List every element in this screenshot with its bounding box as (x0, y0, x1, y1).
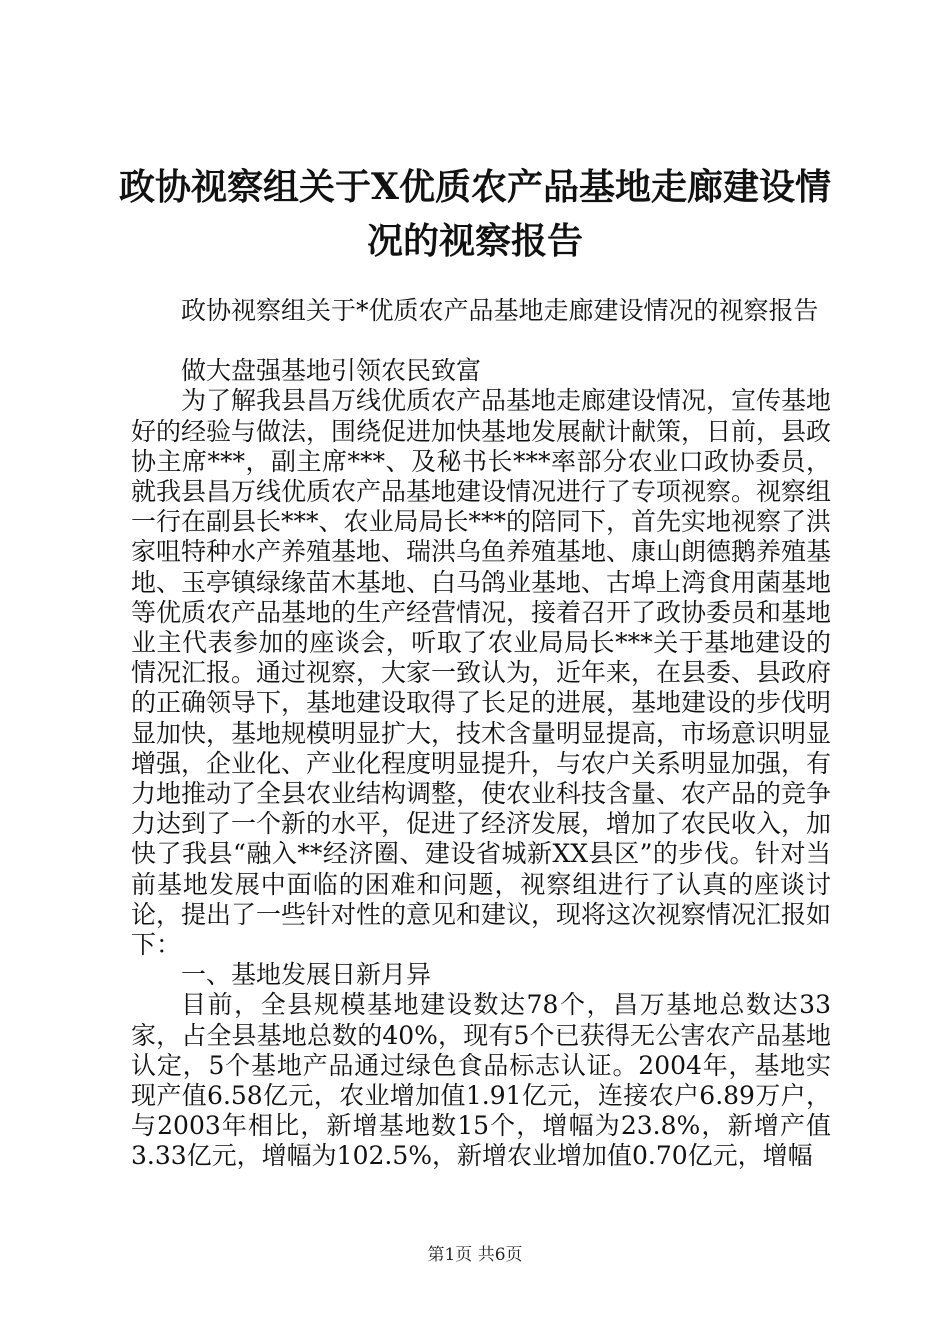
main-heading: 做大盘强基地引领农民致富 (181, 356, 482, 386)
document-subtitle: 政协视察组关于*优质农产品基地走廊建设情况的视察报告 (181, 296, 819, 325)
paragraph-section-1: 目前，全县规模基地建设数达78个，昌万基地总数达33家，占全县基地总数的40%，现有5个已获得无公害农产品基地认定，5个基地产品通过绿色食品标志认证。2004年，基地实现产值6.58亿元，农业增加值1.91亿元，连接农户6.89万户，与2003年相比，新增基地数15个，增幅为23.8%，新增产值3.33亿元，增幅为102.5%，新增农业增加值0.70亿元，增幅 (131, 990, 831, 1171)
document-title: 政协视察组关于X优质农产品基地走廊建设情况的视察报告 (119, 166, 831, 262)
paragraph-intro: 为了解我县昌万线优质农产品基地走廊建设情况，宣传基地好的经验与做法，围绕促进加快基地发展献计献策，日前，县政协主席***，副主席***、及秘书长***率部分农业口政协委员，就我县昌万线优质农产品基地建设情况进行了专项视察。视察组一行在副县长***、农业局局长***的陪同下，首先实地视察了洪家咀特种水产养殖基地、瑞洪乌鱼养殖基地、康山朗德鹅养殖基地、玉亭镇绿缘苗木基地、白马鸽业基地、古埠上湾食用菌基地等优质农产品基地的生产经营情况，接着召开了政协委员和基地业主代表参加的座谈会，听取了农业局局长***关于基地建设的情况汇报。通过视察，大家一致认为，近年来，在县委、县政府的正确领导下，基地建设取得了长足的进展，基地建设的步伐明显加快，基地规模明显扩大，技术含量明显提高，市场意识明显增强，企业化、产业化程度明显提升，与农户关系明显加强，有力地推动了全县农业结构调整，使农业科技含量、农产品的竞争力达到了一个新的水平，促进了经济发展，增加了农民收入，加快了我县“融入**经济圈、建设省城新XX县区”的步伐。针对当前基地发展中面临的困难和问题，视察组进行了认真的座谈讨论，提出了一些针对性的意见和建议，现将这次视察情况汇报如下： (131, 386, 832, 960)
document-body (131, 296, 831, 1172)
page-footer: 第1页 共6页 (427, 1245, 523, 1265)
section-heading-1: 一、基地发展日新月异 (181, 960, 432, 990)
